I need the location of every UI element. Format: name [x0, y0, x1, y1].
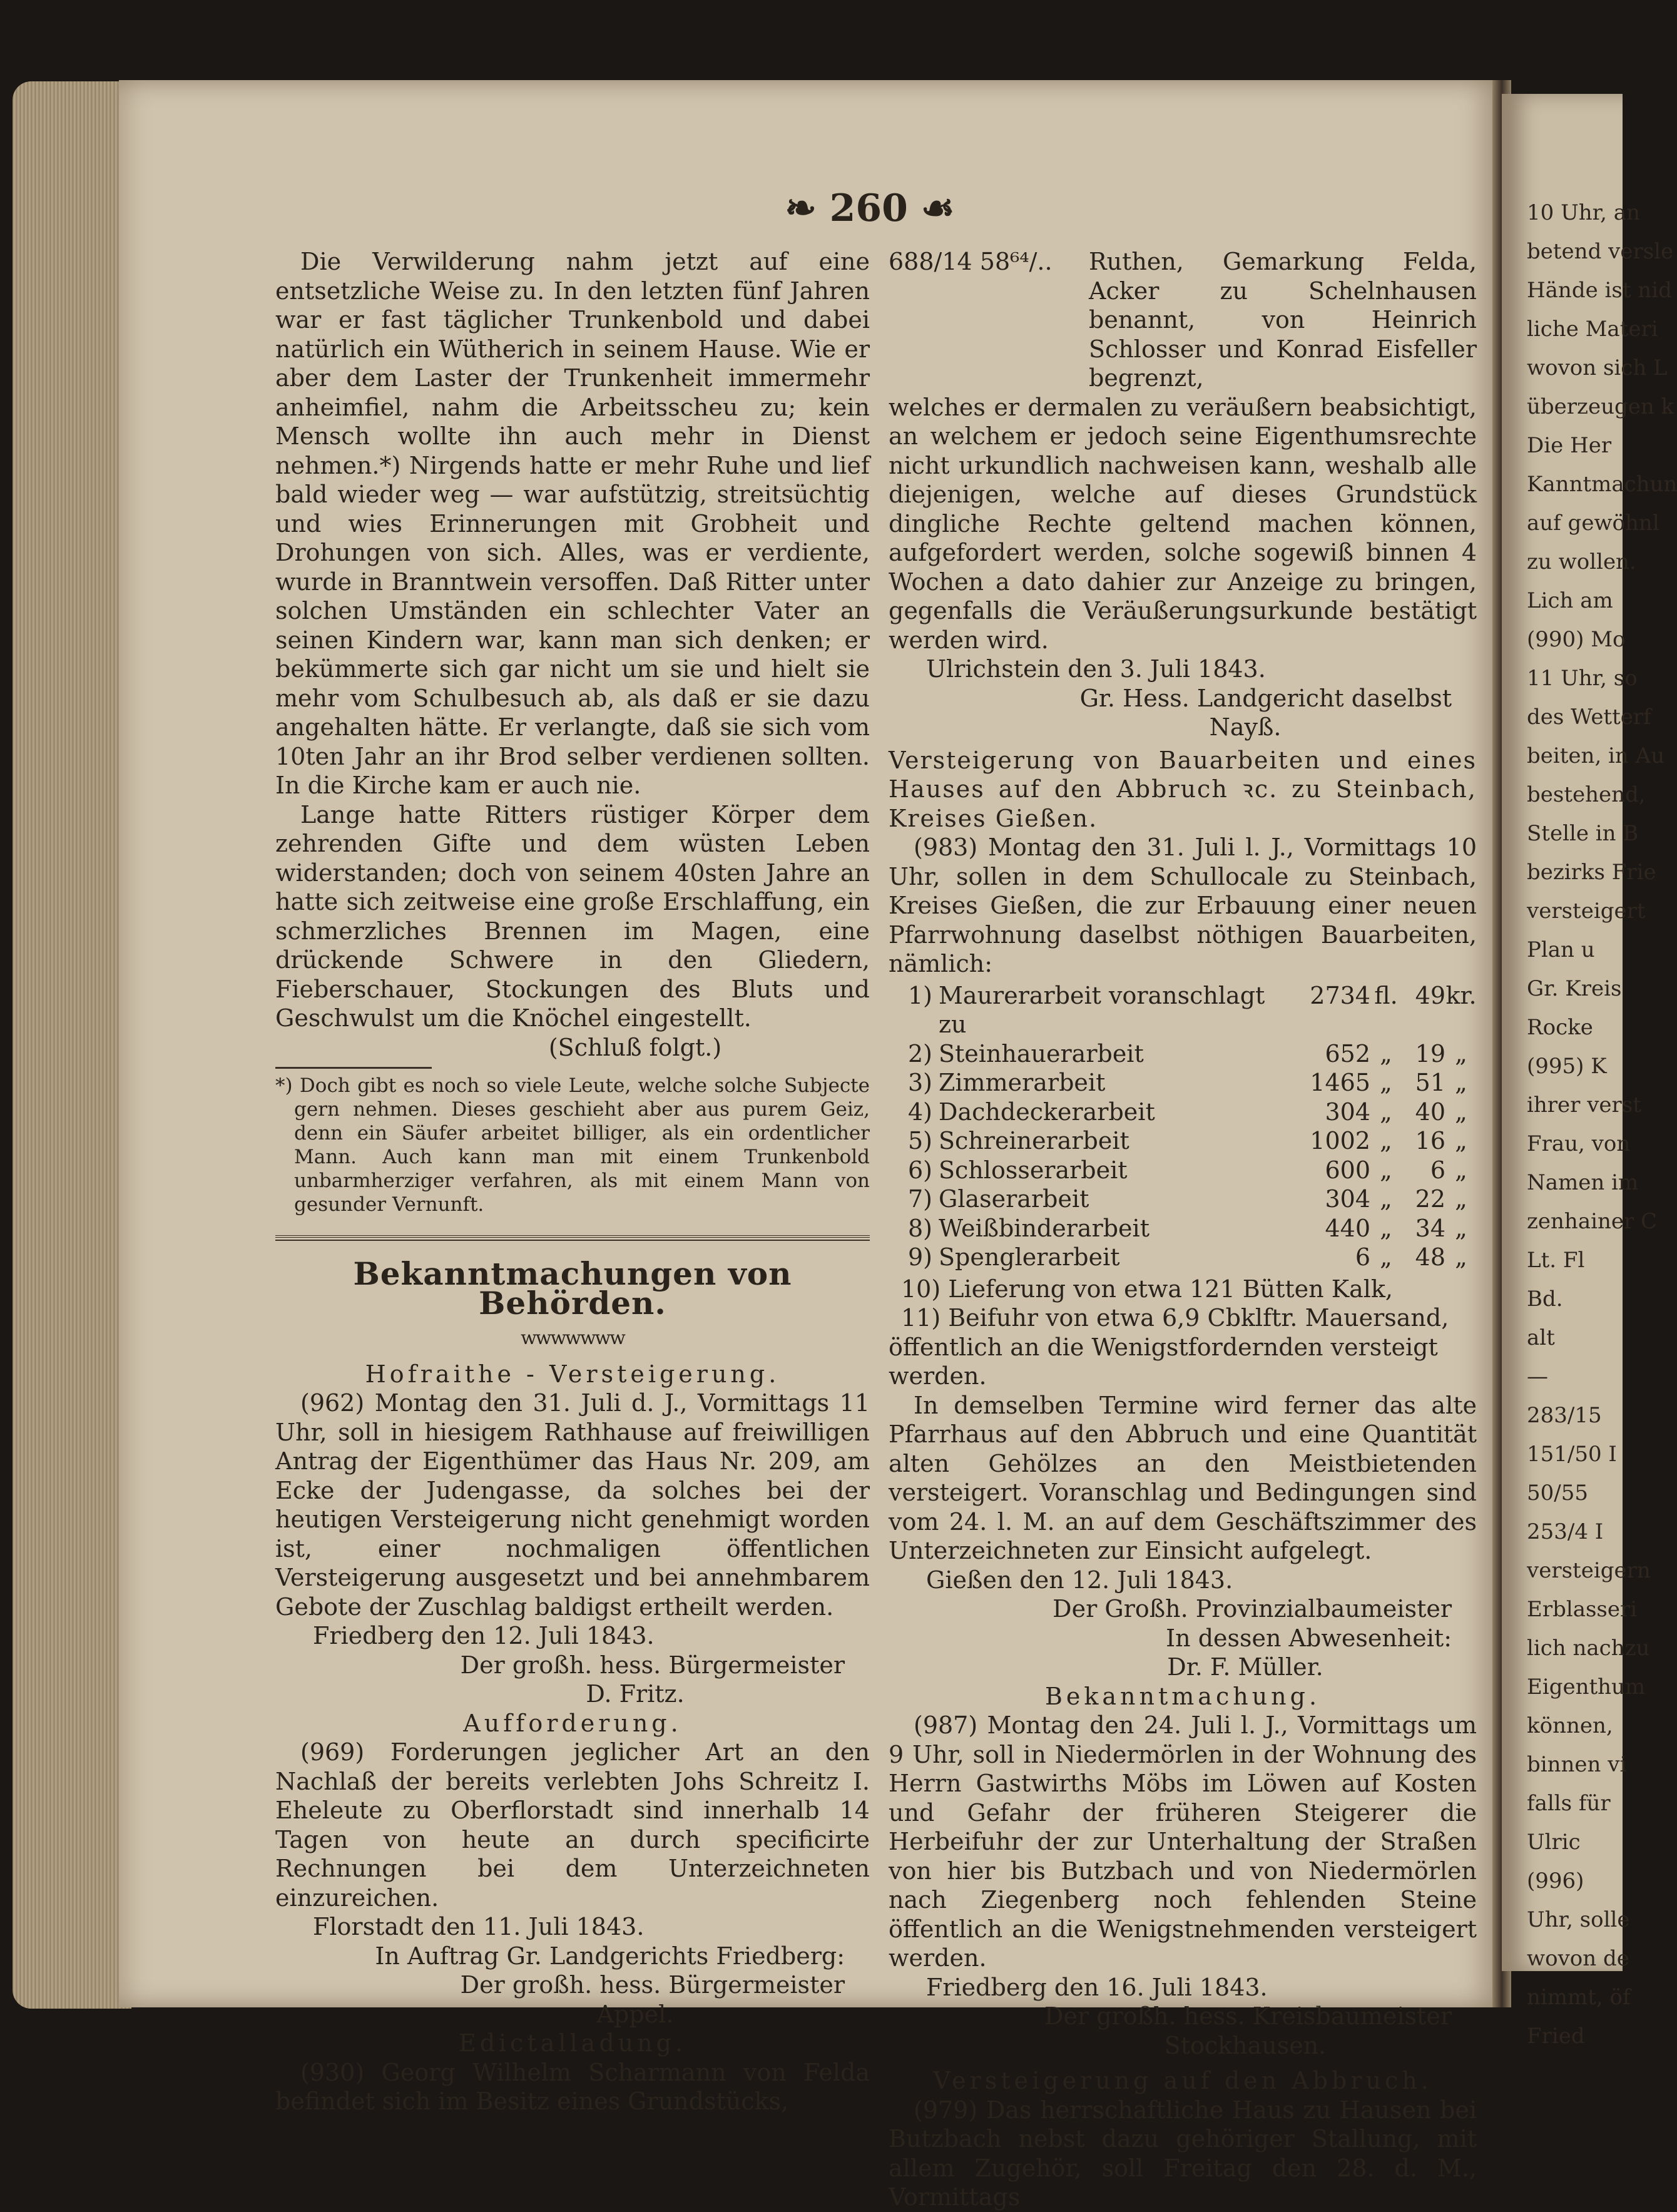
next-page-text-fragment: Kanntmachun	[1527, 472, 1677, 497]
next-page-text-fragment: Uhr, solle	[1527, 1907, 1630, 1932]
next-page-text-fragment: beiten, in Au	[1527, 743, 1665, 768]
cost-item-kr: 22	[1415, 1185, 1445, 1213]
cost-item-num: 3)	[907, 1069, 932, 1096]
story-paragraph-1: Die Verwilderung nahm jetzt auf eine entsetzliche Weise zu. In den letzten fünf Jahren war er fast täglicher Trunkenbold und dabei natürlich ein Wütherich in seinem Hause. Wie er aber dem Laster der Trunkenheit immermehr anheimfiel, nahm die Arbeitsscheu zu; kein Mensch wollte ihn auch mehr in Dienst nehmen.*) Nirgends hatte er mehr Ruhe und lief bald wieder weg — war aufstützig, streitsüchtig und wies Erinnerungen mit Grobheit und Drohungen von sich. Alles, was er verdiente, wurde in Branntwein versoffen. Daß Ritter unter solchen Umständen ein schlechter Vater an seinen Kindern war, kann man sich denken; er bekümmerte sich gar nicht um sie und hielt sie mehr vom Schulbesuch ab, als daß er sie dazu angehalten hätte. Er verlangte, daß sie sich vom 10ten Jahr an ihr Brod selber verdienen sollten. In die Kirche kam er auch nie.	[275, 248, 870, 799]
next-page-text-fragment: 50/55	[1527, 1481, 1588, 1506]
next-page-text-fragment: 253/4 I	[1527, 1519, 1604, 1544]
next-page-text-fragment: ihrer verst	[1527, 1093, 1641, 1118]
notice-930-continuation: welches er dermalen zu veräußern beabsichtigt, an welchem er jedoch seine Eigenthumsrechte nicht urkundlich nachweisen kann, weshalb alle diejenigen, welche auf dieses Grundstück dingliche Rechte geltend machen können, aufgefordert werden, solche sogewiß binnen 4 Wochen a dato dahier zur Anzeige zu bringen, gegenfalls die Veräußerungsurkunde bestätigt werden wird.	[889, 393, 1477, 654]
footnote: *) Doch gibt es noch so viele Leute, welche solche Subjecte gern nehmen. Dieses geschieht aber aus purem Geiz, denn ein Säufer arbeitet billiger, als ein ordentlicher Mann. Auch kann man mit einem Trunkenbold unbarmherziger verfahren, als mit einem Mann von gesunder Vernunft.	[275, 1074, 870, 1216]
next-page-text-fragment: 283/15	[1527, 1403, 1602, 1428]
cost-item	[889, 1068, 1477, 1098]
next-page-text-fragment: versteigert	[1527, 899, 1646, 924]
notice-930-date: Ulrichstein den 3. Juli 1843.	[926, 655, 1266, 683]
next-page-text-fragment: alt	[1527, 1325, 1555, 1350]
cost-item-amt: 652	[1325, 1039, 1370, 1068]
cost-item-num: 2)	[907, 1039, 932, 1068]
cost-item-num: 4)	[907, 1098, 932, 1126]
cost-item-name: Steinhauerarbeit	[939, 1039, 1144, 1068]
cost-item-mark: „	[1455, 1243, 1467, 1271]
cost-item-name: Schreinerarbeit	[939, 1127, 1129, 1154]
notice-969-signature-line2: Der großh. hess. Bürgermeister	[460, 1971, 845, 1999]
cost-item	[889, 1185, 1477, 1214]
cost-item-mark: „	[1455, 1098, 1467, 1126]
next-page-text-fragment: Ulric	[1527, 1830, 1581, 1855]
next-page-text-fragment: Rocke	[1527, 1015, 1593, 1040]
notice-962-text: (962) Montag den 31. Juli d. J., Vormittags 11 Uhr, soll in hiesigem Rathhause auf freiwilligen Antrag der Eigenthümer das Haus Nr. 209, am Ecke der Judengasse, da solches bei der heutigen Versteigerung nicht genehmigt worden ist, einer nochmaligen öffentlichen Versteigerung ausgesetzt und bei annehmbarem Gebote der Zuschlag baldigst ertheilt werden.	[275, 1389, 870, 1621]
notice-987-text: (987) Montag den 24. Juli l. J., Vormittags um 9 Uhr, soll in Niedermörlen in der Wohnung des Herrn Gastwirths Möbs im Löwen auf Kosten und Gefahr der früheren Steigerer die Herbeifuhr der zur Unterhaltung der Straßen von hier bis Butzbach und von Niedermörlen nach Ziegenberg noch fehlenden Steine öffentlich an die Wenigstnehmenden versteigert werden.	[889, 1711, 1477, 1972]
notice-983-signature-line2: In dessen Abwesenheit:	[1166, 1624, 1452, 1652]
next-page-text-fragment: binnen vi	[1527, 1752, 1627, 1777]
notice-962-signature-name: D. Fritz.	[586, 1680, 685, 1708]
cost-item-num: 8)	[907, 1214, 932, 1242]
next-page-text-fragment: Hände ist nid	[1527, 278, 1672, 303]
cost-item-mark: „	[1455, 1156, 1467, 1184]
notice-987-signature-title: Der großh. hess. Kreisbaumeister	[1044, 2002, 1452, 2030]
next-page-text-fragment: Erblasseri	[1527, 1597, 1638, 1622]
cost-item-num: 6)	[907, 1156, 932, 1184]
cost-item-amt: 1002	[1310, 1127, 1370, 1154]
next-page-text-fragment: Stelle in B	[1527, 821, 1639, 846]
cost-item	[889, 1156, 1477, 1185]
cost-item-amt: 304	[1325, 1185, 1370, 1213]
ornament-left: ❧	[785, 186, 830, 230]
next-page-text-fragment: Lt. Fl	[1527, 1248, 1585, 1273]
notice-983-text: (983) Montag den 31. Juli l. J., Vormittags 10 Uhr, sollen in dem Schullocale zu Steinbach, Kreises Gießen, die zur Erbauung einer neuen Pfarrwohnung daselbst nöthigen Bauarbeiten, nämlich:	[889, 833, 1477, 977]
cost-item-mark: „	[1455, 1039, 1467, 1068]
cost-item-mark: „	[1455, 1069, 1467, 1096]
next-page-text-fragment: wovon de	[1527, 1946, 1629, 1971]
notice-983-text-2: In demselben Termine wird ferner das alte Pfarrhaus auf den Abbruch und eine Quantität alten Gehölzes an den Meistbietenden versteigert. Voranschlag und Bedingungen sind vom 24. l. M. an auf dem Geschäftszimmer des Unterzeichneten zur Einsicht aufgelegt.	[889, 1391, 1477, 1564]
cost-item-unit: „	[1380, 1156, 1392, 1184]
next-page-text-fragment: bezirks Frie	[1527, 860, 1656, 885]
cost-item-11: 11) Beifuhr von etwa 6,9 Cbklftr. Mauersand,	[901, 1304, 1449, 1332]
next-page-text-fragment: Bd.	[1527, 1287, 1563, 1312]
next-page-text-fragment: (995) K	[1527, 1054, 1607, 1079]
cost-item-num: 1)	[907, 981, 932, 1009]
next-page-text-fragment: 11 Uhr, so	[1527, 666, 1638, 691]
next-page-text-fragment: Die Her	[1527, 433, 1612, 458]
next-page-fragment	[1502, 94, 1677, 2049]
next-page-text-fragment: (996)	[1527, 1868, 1584, 1893]
cost-item-mark: kr.	[1445, 981, 1477, 1009]
next-page-text-fragment: lich nachzu	[1527, 1636, 1650, 1661]
cost-item-mark: „	[1455, 1185, 1467, 1213]
cost-item-num: 9)	[907, 1243, 932, 1271]
book-page-edges	[13, 81, 131, 2009]
next-page-text-fragment: Lich am	[1527, 588, 1613, 613]
cost-item-mark: „	[1455, 1214, 1467, 1242]
section-ornament: wwwwwww	[521, 1327, 624, 1349]
cost-item-name: Dachdeckerarbeit	[939, 1098, 1155, 1126]
notice-987-heading: Bekanntmachung.	[1044, 1682, 1321, 1710]
footnote-rule	[275, 1067, 432, 1069]
next-page-text-fragment: wovon sich L	[1527, 355, 1668, 380]
cost-item-kr: 48	[1415, 1243, 1445, 1271]
cost-item	[889, 1243, 1477, 1272]
section-title: Bekanntmachungen von Behörden.	[353, 1255, 792, 1322]
next-page-text-fragment: zu wollen.	[1527, 549, 1636, 574]
notice-983-after-items: öffentlich an die Wenigstfordernden versteigt werden.	[889, 1333, 1438, 1390]
notice-930-signature-name: Nayß.	[1209, 713, 1282, 741]
cost-item	[889, 1098, 1477, 1127]
cost-item-amt: 2734	[1310, 981, 1370, 1009]
page-number	[776, 186, 964, 230]
cost-item-kr: 19	[1415, 1039, 1445, 1068]
notice-983-signature-line1: Der Großh. Provinzialbaumeister	[1053, 1595, 1452, 1623]
next-page-text-fragment: liche Materi	[1527, 317, 1658, 342]
story-paragraph-2: Lange hatte Ritters rüstiger Körper dem zehrenden Gifte und dem wüsten Leben widerstanden; doch von seinem 40sten Jahre an hatte sich zeitweise eine große Erschlaffung, ein schmerzliches Brennen im Magen, eine drückende Schwere in den Gliedern, Fieberschauer, Stockungen des Bluts und Geschwulst um die Knöchel eingestellt.	[275, 800, 870, 1032]
next-page-text-fragment: des Wetterf	[1527, 705, 1651, 730]
cost-item-amt: 304	[1325, 1098, 1370, 1126]
parcel-description: Ruthen, Gemarkung Felda, Acker zu Schelnhausen benannt, von Heinrich Schlosser und Konrad Eisfeller begrenzt,	[1089, 248, 1477, 392]
cost-list	[889, 981, 1477, 1272]
cost-item	[889, 1126, 1477, 1156]
cost-item-unit: „	[1380, 1127, 1392, 1154]
cost-item-kr: 51	[1415, 1069, 1445, 1096]
cost-item	[889, 1039, 1477, 1069]
cost-item-num: 7)	[907, 1185, 932, 1213]
cost-item-name: Zimmerarbeit	[939, 1069, 1106, 1096]
next-page-text-fragment: Eigenthum	[1527, 1674, 1646, 1700]
next-page-text-fragment: Frau, von	[1527, 1131, 1631, 1156]
cost-item-kr: 34	[1415, 1214, 1445, 1242]
next-page-text-fragment: überzeugen k	[1527, 394, 1674, 419]
notice-979-text: (979) Das herrschaftliche Haus zu Hausen bei Butzbach nebst dazu gehöriger Stallung, mit allem Zugehör, soll Freitag den 28. d. M., Vormittags	[889, 2096, 1477, 2211]
right-column	[889, 247, 1477, 2212]
cost-item-amt: 440	[1325, 1214, 1370, 1242]
section-rule	[275, 1235, 870, 1241]
cost-item-kr: 6	[1430, 1156, 1445, 1184]
parcel-number: 688/14 58⁶⁴/..	[889, 248, 1053, 275]
next-page-text-fragment: Plan u	[1527, 937, 1595, 962]
cost-item-name: Glaserarbeit	[939, 1185, 1089, 1213]
notice-962-heading: Hofraithe - Versteigerung.	[365, 1360, 780, 1388]
notice-930-heading: Edictalladung.	[458, 2029, 687, 2057]
cost-item-kr: 16	[1415, 1127, 1445, 1154]
cost-item-amt: 6	[1355, 1243, 1370, 1271]
cost-item-mark: „	[1455, 1127, 1467, 1154]
ornament-right: ☙	[907, 186, 955, 230]
next-page-text-fragment: 10 Uhr, an	[1527, 200, 1640, 225]
cost-item-unit: „	[1380, 1039, 1392, 1068]
notice-969-text: (969) Forderungen jeglicher Art an den Nachlaß der bereits verlebten Johs Schreitz I. Eheleute zu Oberflorstadt sind innerhalb 14 Tagen von heute an durch specificirte Rechnungen bei dem Unterzeichneten einzureichen.	[275, 1738, 870, 1912]
next-page-text-fragment: nimmt, öf	[1527, 1985, 1631, 2010]
notice-983-date: Gießen den 12. Juli 1843.	[926, 1566, 1233, 1594]
next-page-text-fragment: Fried	[1527, 2024, 1585, 2049]
cost-item-unit: fl.	[1374, 981, 1398, 1009]
cost-item-name: Weißbinderarbeit	[939, 1214, 1149, 1242]
notice-930-text: (930) Georg Wilhelm Scharmann von Felda befindet sich im Besitz eines Grundstücks,	[275, 2058, 870, 2115]
notice-983-signature-name: Dr. F. Müller.	[1167, 1653, 1323, 1681]
notice-979-heading: Versteigerung auf den Abbruch.	[933, 2067, 1432, 2094]
notice-962-date: Friedberg den 12. Juli 1843.	[313, 1622, 655, 1649]
notice-962-signature-title: Der großh. hess. Bürgermeister	[460, 1651, 845, 1679]
cost-item-unit: „	[1380, 1069, 1392, 1096]
notice-969-date: Florstadt den 11. Juli 1843.	[313, 1913, 645, 1940]
next-page-text-fragment: (990) Mo	[1527, 627, 1626, 652]
cost-item-kr: 49	[1415, 981, 1445, 1009]
next-page-text-fragment: können,	[1527, 1713, 1613, 1738]
next-page-text-fragment: 151/50 I	[1527, 1442, 1617, 1467]
notice-969-signature-name: Appel.	[596, 2000, 674, 2028]
next-page-text-fragment: Namen im	[1527, 1170, 1639, 1195]
next-page-text-fragment: zenhainer C	[1527, 1209, 1658, 1234]
cost-item-name: Spenglerarbeit	[939, 1243, 1120, 1271]
next-page-text-fragment: versteigern	[1527, 1558, 1651, 1583]
cost-item-unit: „	[1380, 1243, 1392, 1271]
notice-987-signature-name: Stockhausen.	[1164, 2031, 1327, 2059]
cost-item-amt: 1465	[1310, 1069, 1370, 1096]
next-page-text-fragment: —	[1527, 1364, 1548, 1389]
cost-item-unit: „	[1380, 1185, 1392, 1213]
cost-item-kr: 40	[1415, 1098, 1445, 1126]
cost-item	[889, 981, 1477, 1039]
next-page-text-fragment: Gr. Kreis	[1527, 976, 1622, 1001]
notice-987-date: Friedberg den 16. Juli 1843.	[926, 1973, 1268, 2001]
cost-item-unit: „	[1380, 1098, 1392, 1126]
cost-item-name: Maurerarbeit voranschlagt zu	[939, 981, 1265, 1038]
next-page-text-fragment: betend versle	[1527, 239, 1674, 264]
next-page-text-fragment: falls für	[1527, 1791, 1611, 1816]
notice-969-heading: Aufforderung.	[463, 1709, 682, 1737]
cost-item-10: 10) Lieferung von etwa 121 Bütten Kalk,	[901, 1275, 1394, 1303]
story-continuation-note: (Schluß folgt.)	[548, 1033, 722, 1061]
cost-item-amt: 600	[1325, 1156, 1370, 1184]
notice-983-heading: Versteigerung von Bauarbeiten und eines Hauses auf den Abbruch ꝛc. zu Steinbach, Kreises Gießen.	[889, 746, 1477, 832]
cost-item-num: 5)	[907, 1127, 932, 1154]
cost-item-name: Schlosserarbeit	[939, 1156, 1128, 1184]
parcel-entry	[889, 247, 1477, 393]
next-page-text-fragment: auf gewöhnl	[1527, 511, 1659, 536]
left-column	[275, 247, 870, 2116]
notice-969-signature-line1: In Auftrag Gr. Landgerichts Friedberg:	[375, 1942, 845, 1970]
notice-930-signature: Gr. Hess. Landgericht daselbst	[1079, 684, 1452, 712]
cost-item-unit: „	[1380, 1214, 1392, 1242]
page-number-value: 260	[829, 186, 908, 230]
cost-item	[889, 1214, 1477, 1243]
next-page-text-fragment: bestehend,	[1527, 782, 1646, 807]
